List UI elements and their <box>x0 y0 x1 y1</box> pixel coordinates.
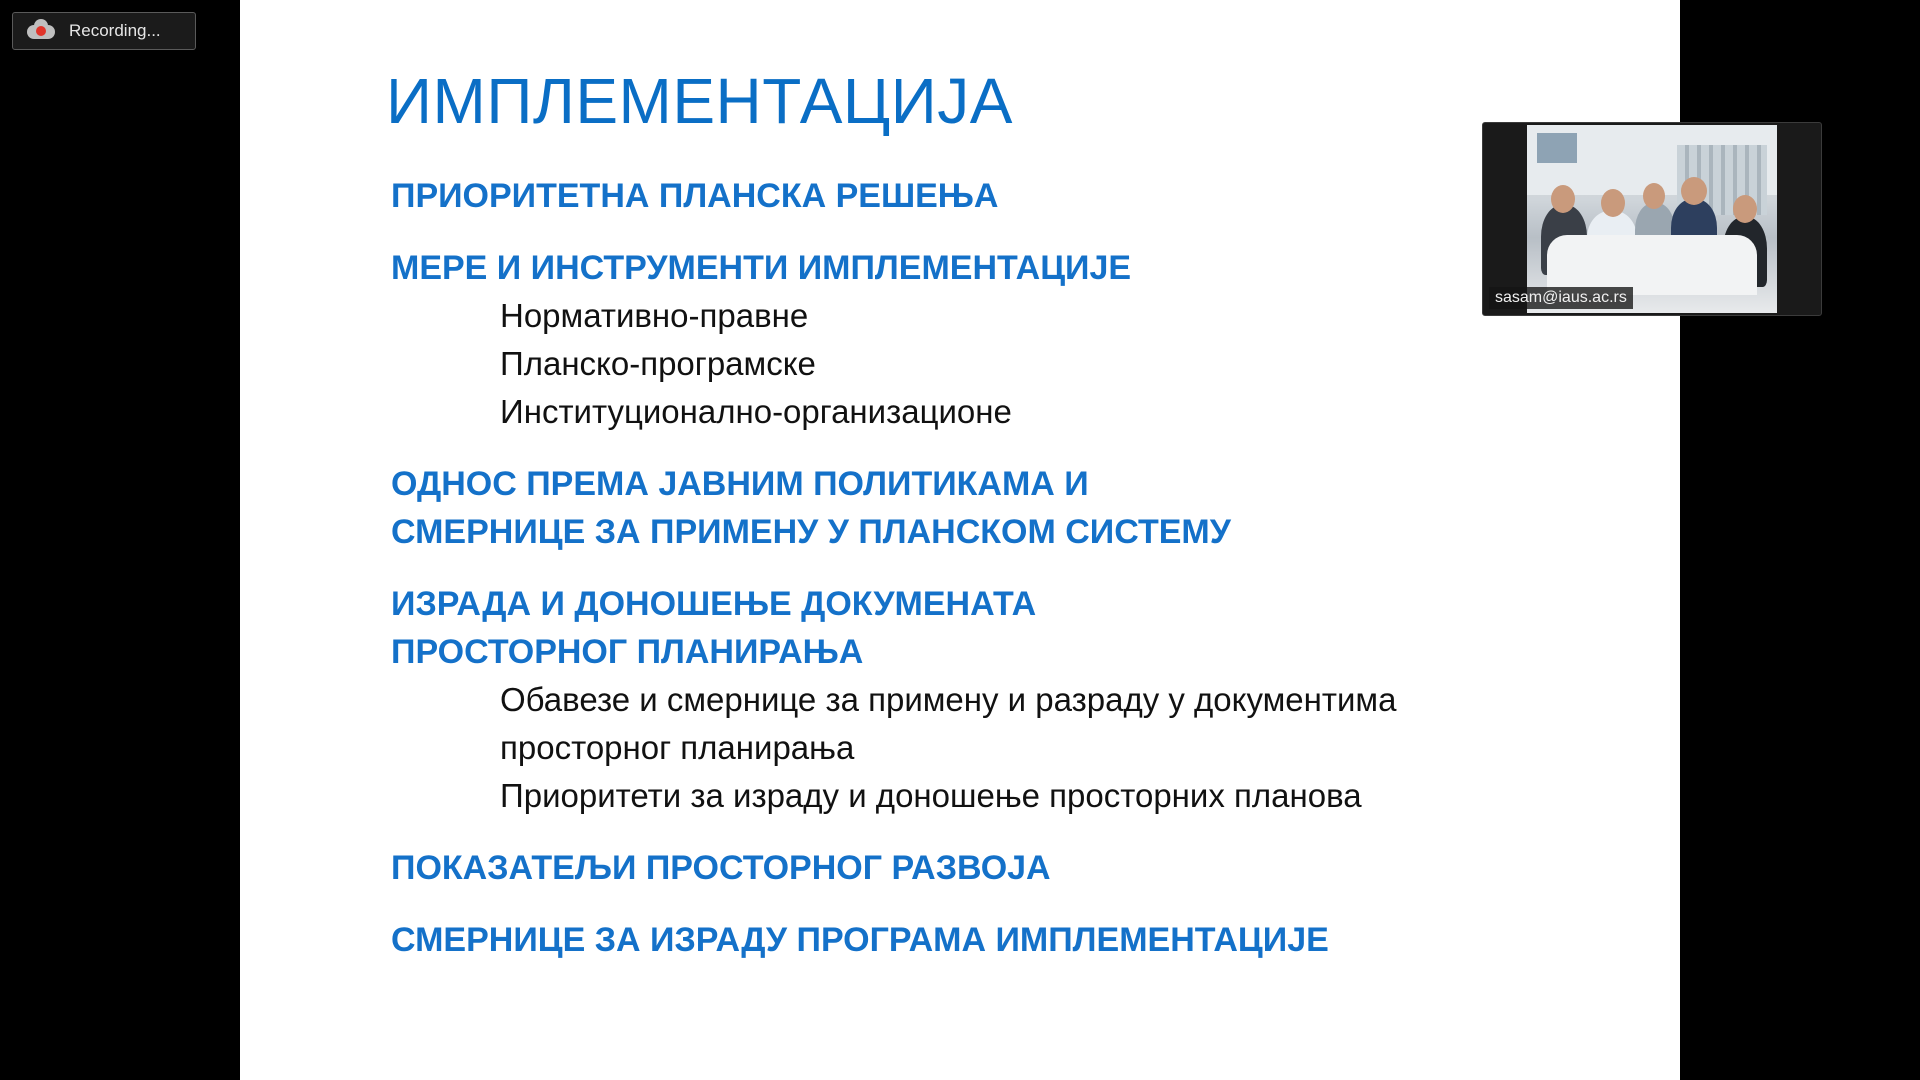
bullet-item: Приоритети за израду и доношење просторних планова <box>500 777 1362 814</box>
section-heading: ПОКАЗАТЕЉИ ПРОСТОРНОГ РАЗВОЈА <box>391 849 1051 887</box>
participant-video-tile[interactable] <box>1482 122 1822 316</box>
section-heading: МЕРЕ И ИНСТРУМЕНТИ ИМПЛЕМЕНТАЦИЈЕ <box>391 249 1132 287</box>
slide-content <box>391 172 1591 964</box>
participant-name-label: sasam@iaus.ac.rs <box>1489 287 1633 309</box>
section-heading: ПРОСТОРНОГ ПЛАНИРАЊА <box>391 633 864 671</box>
bullet-item: Нормативно-правне <box>500 297 809 334</box>
participant-video-feed <box>1527 125 1777 313</box>
bullet-item: Планско-програмске <box>500 345 816 382</box>
slide-title: ИМПЛЕМЕНТАЦИЈА <box>386 65 1013 137</box>
bullet-item: Институционално-организационе <box>500 393 1012 430</box>
section-heading: ИЗРАДА И ДОНОШЕЊЕ ДОКУМЕНАТА <box>391 585 1037 623</box>
cloud-recording-icon <box>27 22 55 40</box>
bullet-item: просторног планирања <box>500 729 855 766</box>
section-heading: СМЕРНИЦЕ ЗА ПРИМЕНУ У ПЛАНСКОМ СИСТЕМУ <box>391 513 1231 551</box>
section-heading: ПРИОРИТЕТНА ПЛАНСКА РЕШЕЊА <box>391 177 999 215</box>
shared-slide <box>240 0 1680 1080</box>
recording-indicator[interactable] <box>12 12 196 50</box>
bullet-item: Обавезе и смернице за примену и разраду у документима <box>500 681 1397 718</box>
section-heading: СМЕРНИЦЕ ЗА ИЗРАДУ ПРОГРАМА ИМПЛЕМЕНТАЦИЈЕ <box>391 921 1329 959</box>
recording-label: Recording... <box>69 21 161 40</box>
section-heading: ОДНОС ПРЕМА ЈАВНИМ ПОЛИТИКАМА И <box>391 465 1089 503</box>
